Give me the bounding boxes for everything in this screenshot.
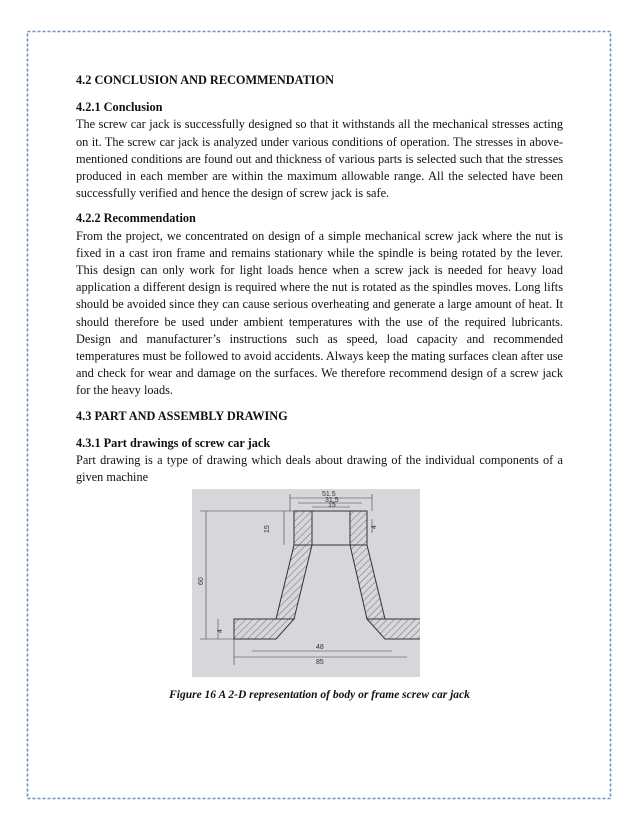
recommendation-heading: 4.2.2 Recommendation (76, 211, 196, 226)
frame-drawing-image (192, 489, 420, 677)
dim-top-mid: 31.5 (325, 497, 339, 504)
conclusion-heading: 4.2.1 Conclusion (76, 100, 163, 115)
part-drawings-paragraph: Part drawing is a type of drawing which deals about drawing of the individual components of a given machine (76, 453, 563, 485)
dim-top-outer: 51.5 (322, 491, 336, 498)
dim-top-inner: 15 (328, 502, 336, 509)
conclusion-paragraph: The screw car jack is successfully designed so that it withstands all the mechanical stresses acting on it. The screw car jack is analyzed under various conditions of operation. The stresses in above-mentioned conditions are found out and thickness of various parts is selected such that the stresses produced in each member are within the maximum allowable range. All the selected have been successfully verified and hence the design of screw jack is safe. (76, 117, 563, 201)
dim-left-height: 15 (264, 525, 271, 533)
dim-overall-height: 60 (198, 577, 205, 585)
recommendation-paragraph: From the project, we concentrated on design of a simple mechanical screw jack where the nut is fixed in a cast iron frame and remains stationary while the spindle is being rotated by the lever. This design can only work for light loads hence when a screw jack is needed for heavy load application a different design is required where the nut is rotated as the spindles moves. Long lifts should be avoided since they can cause serious overheating and generate a large amount of heat. It should therefore be used under ambient temperatures with the use of the required lubricants. Design and manufacturer’s instructions such as speed, load capacity and recommended temperatures must be followed to avoid accidents. Always keep the mating surfaces clean after use and check for wear and damage on the surfaces. We therefore recommend design of a screw jack for the heavy loads. (76, 228, 563, 398)
document-body (76, 72, 563, 486)
section-heading-conclusion-recommendation: 4.2 CONCLUSION AND RECOMMENDATION (76, 73, 335, 87)
figure-caption: Figure 16 A 2-D representation of body or frame screw car jack (169, 689, 470, 701)
dim-right-small: 4 (371, 525, 378, 529)
dim-base-inner: 48 (316, 644, 324, 651)
section-heading-part-assembly: 4.3 PART AND ASSEMBLY DRAWING (76, 408, 288, 423)
dim-base-height: 4 (217, 629, 224, 633)
part-drawings-heading: 4.3.1 Part drawings of screw car jack (76, 435, 271, 450)
dim-base-outer: 85 (316, 659, 324, 666)
